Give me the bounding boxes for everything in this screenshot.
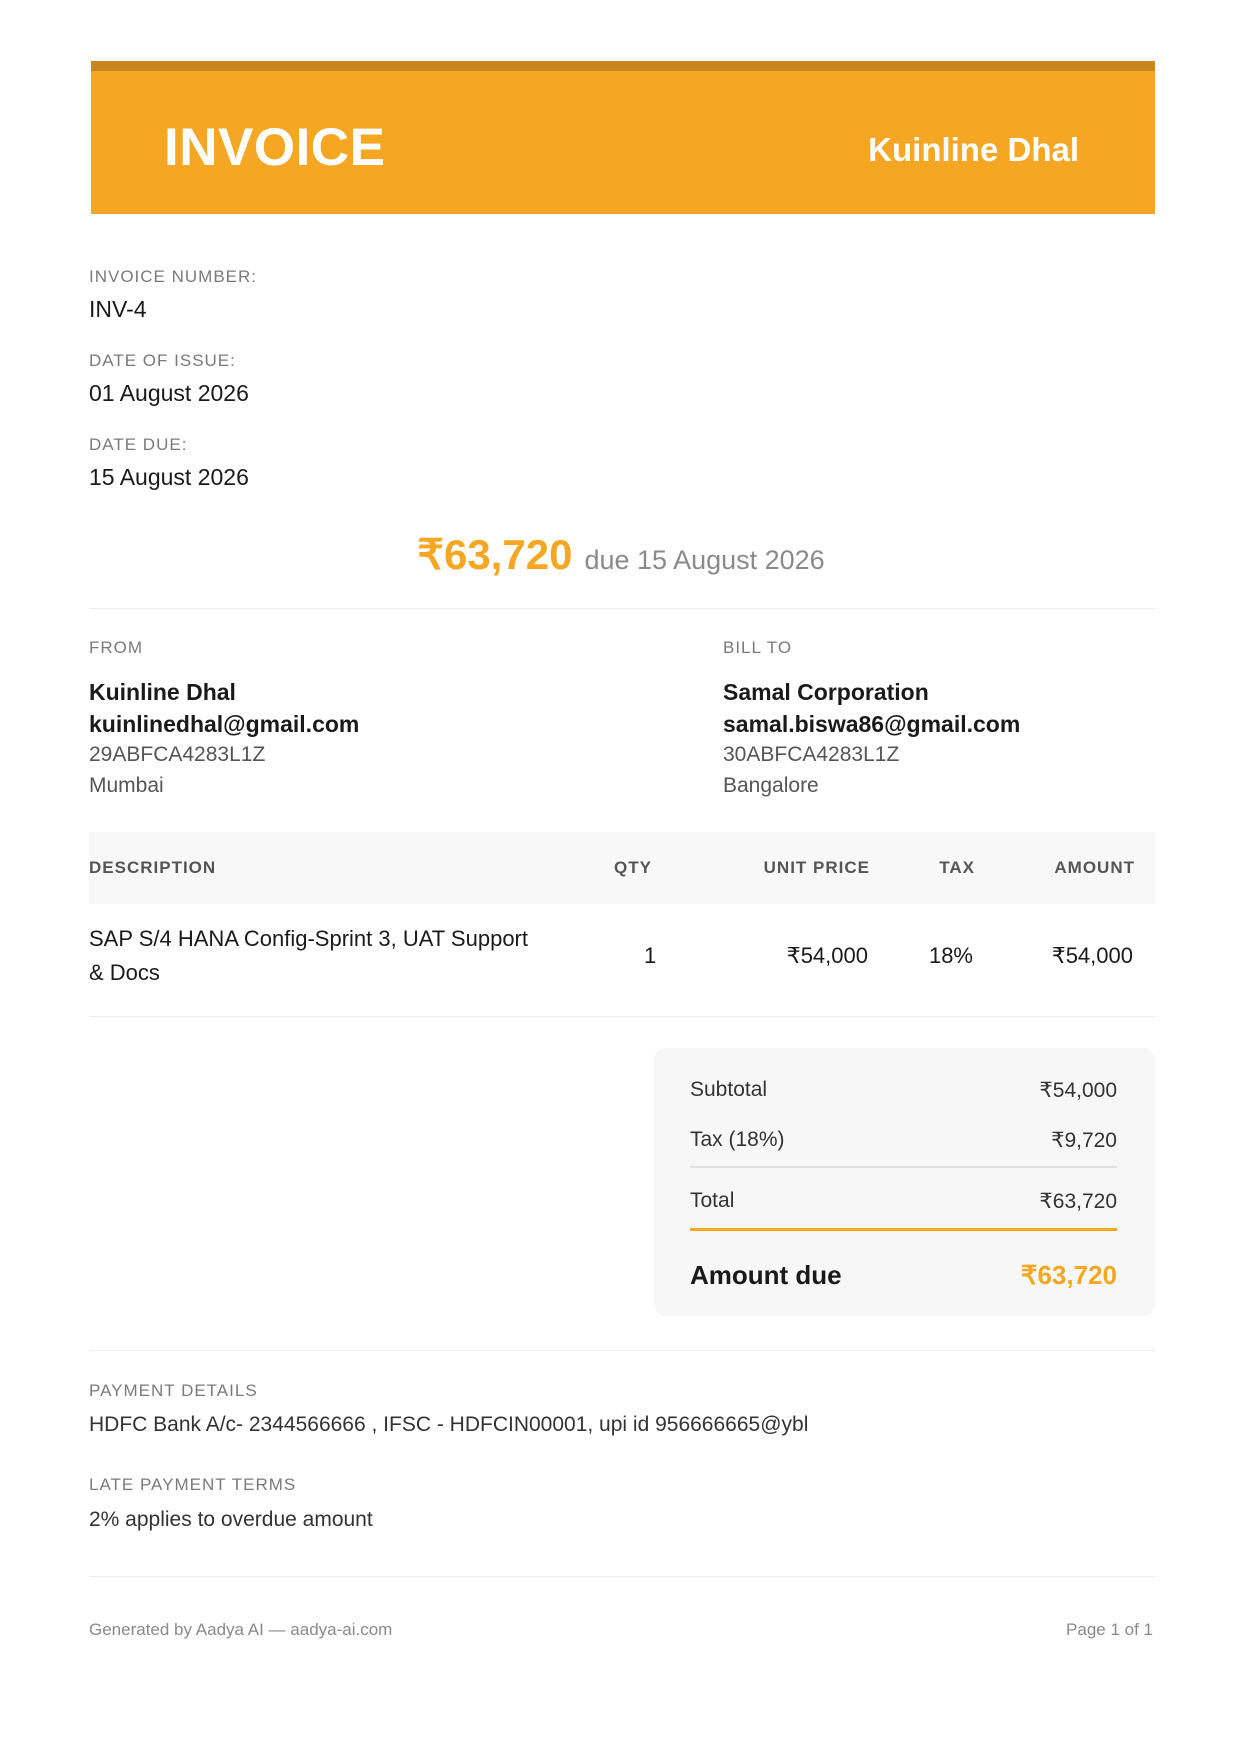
item-description-line1: SAP S/4 HANA Config-Sprint 3, UAT Support (89, 926, 528, 951)
totals-divider (690, 1166, 1117, 1168)
header-company-name: Kuinline Dhal (868, 131, 1079, 168)
amount-due-value: ₹63,720 (1020, 1260, 1117, 1290)
generated-by-text: Generated by Aadya AI — aadya-ai.com (89, 1620, 393, 1639)
bill-to-email: samal.biswa86@gmail.com (723, 711, 1021, 737)
bill-to-gstin: 30ABFCA4283L1Z (723, 743, 900, 766)
invoice-header-banner (91, 61, 1155, 214)
tax-value: ₹9,720 (1051, 1129, 1117, 1152)
date-of-issue: 01 August 2026 (89, 380, 249, 406)
amount-due-label: Amount due (690, 1260, 842, 1290)
invoice-title: INVOICE (164, 118, 386, 177)
amount-due-divider (690, 1228, 1117, 1231)
tax-label: Tax (18%) (690, 1128, 785, 1151)
line-items-table-header (89, 832, 1155, 904)
amount-due-summary (0, 530, 1242, 579)
item-amount: ₹54,000 (1051, 943, 1133, 968)
column-header-qty: QTY (614, 858, 652, 877)
late-payment-terms-label: LATE PAYMENT TERMS (89, 1475, 297, 1494)
divider (89, 1350, 1155, 1351)
item-tax: 18% (928, 943, 973, 968)
from-city: Mumbai (89, 774, 164, 797)
total-label: Total (690, 1189, 735, 1212)
date-of-issue-label: DATE OF ISSUE: (89, 351, 236, 370)
totals-summary-box (654, 1048, 1155, 1316)
bill-to-name: Samal Corporation (723, 679, 929, 705)
item-description-line2: & Docs (89, 960, 160, 985)
item-unit-price: ₹54,000 (786, 943, 868, 968)
invoice-number-label: INVOICE NUMBER: (89, 267, 258, 286)
divider (89, 1016, 1155, 1017)
from-label: FROM (89, 638, 144, 657)
divider (89, 608, 1155, 609)
amount-due-date-text: due 15 August 2026 (584, 545, 825, 575)
subtotal-value: ₹54,000 (1039, 1079, 1117, 1102)
bill-to-city: Bangalore (723, 774, 819, 797)
page-number: Page 1 of 1 (1066, 1620, 1153, 1639)
column-header-description: DESCRIPTION (89, 858, 217, 877)
invoice-number: INV-4 (89, 296, 147, 322)
subtotal-label: Subtotal (690, 1078, 768, 1101)
from-email: kuinlinedhal@gmail.com (89, 711, 360, 737)
item-qty: 1 (644, 943, 657, 968)
date-due: 15 August 2026 (89, 464, 249, 490)
payment-details-label: PAYMENT DETAILS (89, 1381, 258, 1400)
from-name: Kuinline Dhal (89, 679, 236, 705)
total-value: ₹63,720 (1039, 1190, 1117, 1213)
date-due-label: DATE DUE: (89, 435, 188, 454)
bill-to-label: BILL TO (723, 638, 793, 657)
column-header-unit-price: UNIT PRICE (763, 858, 870, 877)
payment-details: HDFC Bank A/c- 2344566666 , IFSC - HDFCIN00001, upi id 956666665@ybl (89, 1413, 809, 1436)
from-gstin: 29ABFCA4283L1Z (89, 743, 266, 766)
late-payment-terms: 2% applies to overdue amount (89, 1508, 373, 1531)
divider (89, 1576, 1155, 1577)
amount-due-big: ₹63,720 (417, 531, 573, 578)
column-header-tax: TAX (939, 858, 975, 877)
column-header-amount: AMOUNT (1054, 858, 1135, 877)
